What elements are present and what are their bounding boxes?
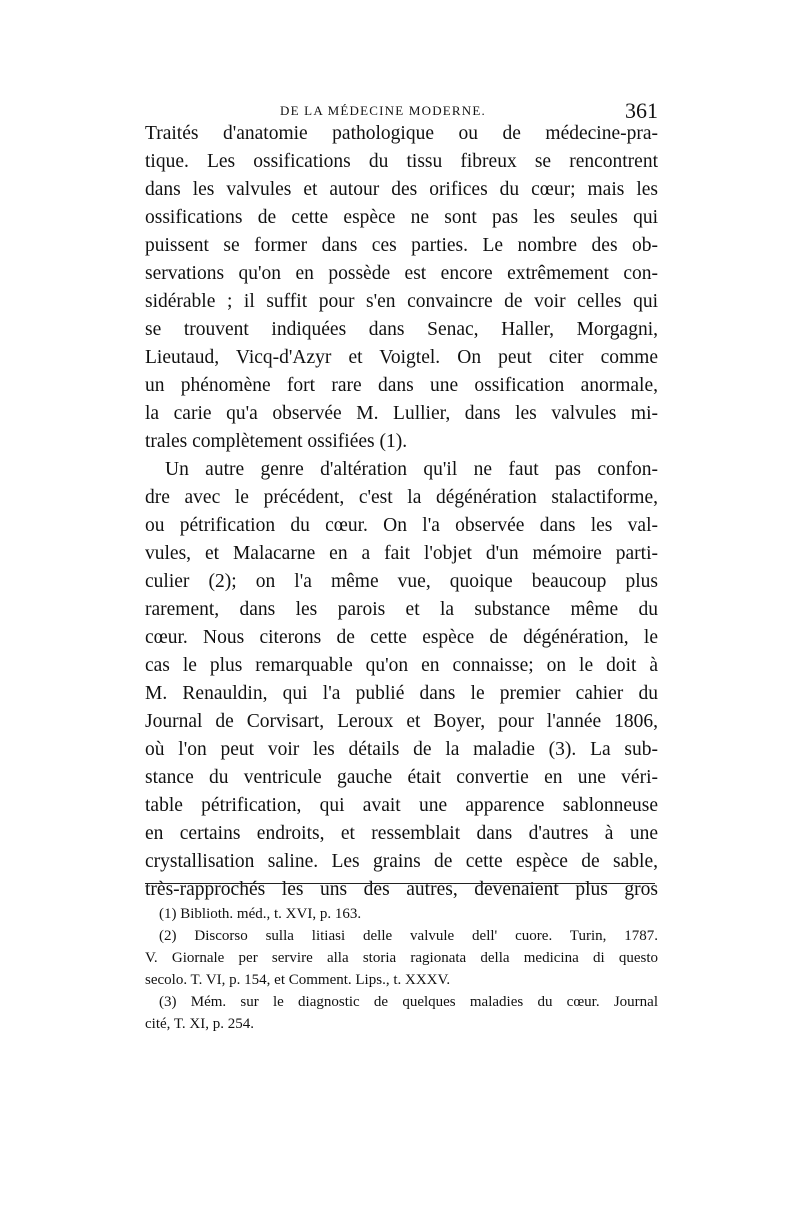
body-line: où l'on peut voir les détails de la maladie (3). La sub- — [145, 739, 658, 760]
body-line: un phénomène fort rare dans une ossification anormale, — [145, 375, 658, 396]
body-line: Lieutaud, Vicq-d'Azyr et Voigtel. On peut citer comme — [145, 347, 658, 368]
footnote-line: cité, T. XI, p. 254. — [145, 1016, 255, 1032]
body-line: ou pétrification du cœur. On l'a observée dans les val- — [145, 515, 658, 536]
body-line: sidérable ; il suffit pour s'en convaincre de voir celles qui — [145, 291, 658, 312]
body-line: stance du ventricule gauche était convertie en une véri- — [145, 767, 658, 788]
footnote-line: (1) Biblioth. méd., t. XVI, p. 163. — [159, 906, 362, 922]
body-line: en certains endroits, et ressemblait dans d'autres à une — [145, 823, 658, 844]
body-line: Journal de Corvisart, Leroux et Boyer, pour l'année 1806, — [145, 711, 658, 732]
body-line: ossifications de cette espèce ne sont pas les seules qui — [145, 207, 658, 228]
body-line: Traités d'anatomie pathologique ou de médecine-pra- — [145, 123, 658, 144]
body-line: cas le plus remarquable qu'on en connaisse; on le doit à — [145, 655, 658, 676]
body-line: crystallisation saline. Les grains de cette espèce de sable, — [145, 851, 658, 872]
footnote-line: secolo. T. VI, p. 154, et Comment. Lips., t. XXXV. — [145, 972, 451, 988]
body-line: dre avec le précédent, c'est la dégénération stalactiforme, — [145, 487, 658, 508]
page-number: 361 — [625, 98, 658, 123]
body-line: dans les valvules et autour des orifices du cœur; mais les — [145, 179, 658, 200]
body-line: rarement, dans les parois et la substance même du — [145, 599, 658, 620]
body-line: cœur. Nous citerons de cette espèce de dégénération, le — [145, 627, 658, 648]
body-line: tique. Les ossifications du tissu fibreux se rencontrent — [145, 151, 658, 172]
footnote-line: V. Giornale per servire alla storia ragionata della medicina di questo — [145, 950, 658, 966]
footnotes — [145, 903, 658, 1035]
body-line: vules, et Malacarne en a fait l'objet d'un mémoire parti- — [145, 543, 658, 564]
footnote-line: (2) Discorso sulla litiasi delle valvule dell' cuore. Turin, 1787. — [159, 928, 658, 944]
running-title: DE LA MÉDECINE MODERNE. — [280, 103, 486, 118]
body-line: trales complètement ossifiées (1). — [145, 431, 408, 452]
body-line: la carie qu'a observée M. Lullier, dans les valvules mi- — [145, 403, 658, 424]
body-line: culier (2); on l'a même vue, quoique beaucoup plus — [145, 571, 658, 592]
body-line: Un autre genre d'altération qu'il ne faut pas confon- — [165, 459, 658, 480]
body-line: M. Renauldin, qui l'a publié dans le premier cahier du — [145, 683, 658, 704]
body-line: très-rapprochés les uns des autres, devenaient plus gros — [145, 879, 658, 900]
body-line: table pétrification, qui avait une apparence sablonneuse — [145, 795, 658, 816]
body-text — [145, 120, 658, 904]
body-line: se trouvent indiquées dans Senac, Haller, Morgagni, — [145, 319, 658, 340]
footnote-separator — [145, 883, 655, 884]
body-line: puissent se former dans ces parties. Le nombre des ob- — [145, 235, 658, 256]
footnote-line: (3) Mém. sur le diagnostic de quelques maladies du cœur. Journal — [159, 994, 658, 1010]
body-line: servations qu'on en possède est encore extrêmement con- — [145, 263, 658, 284]
